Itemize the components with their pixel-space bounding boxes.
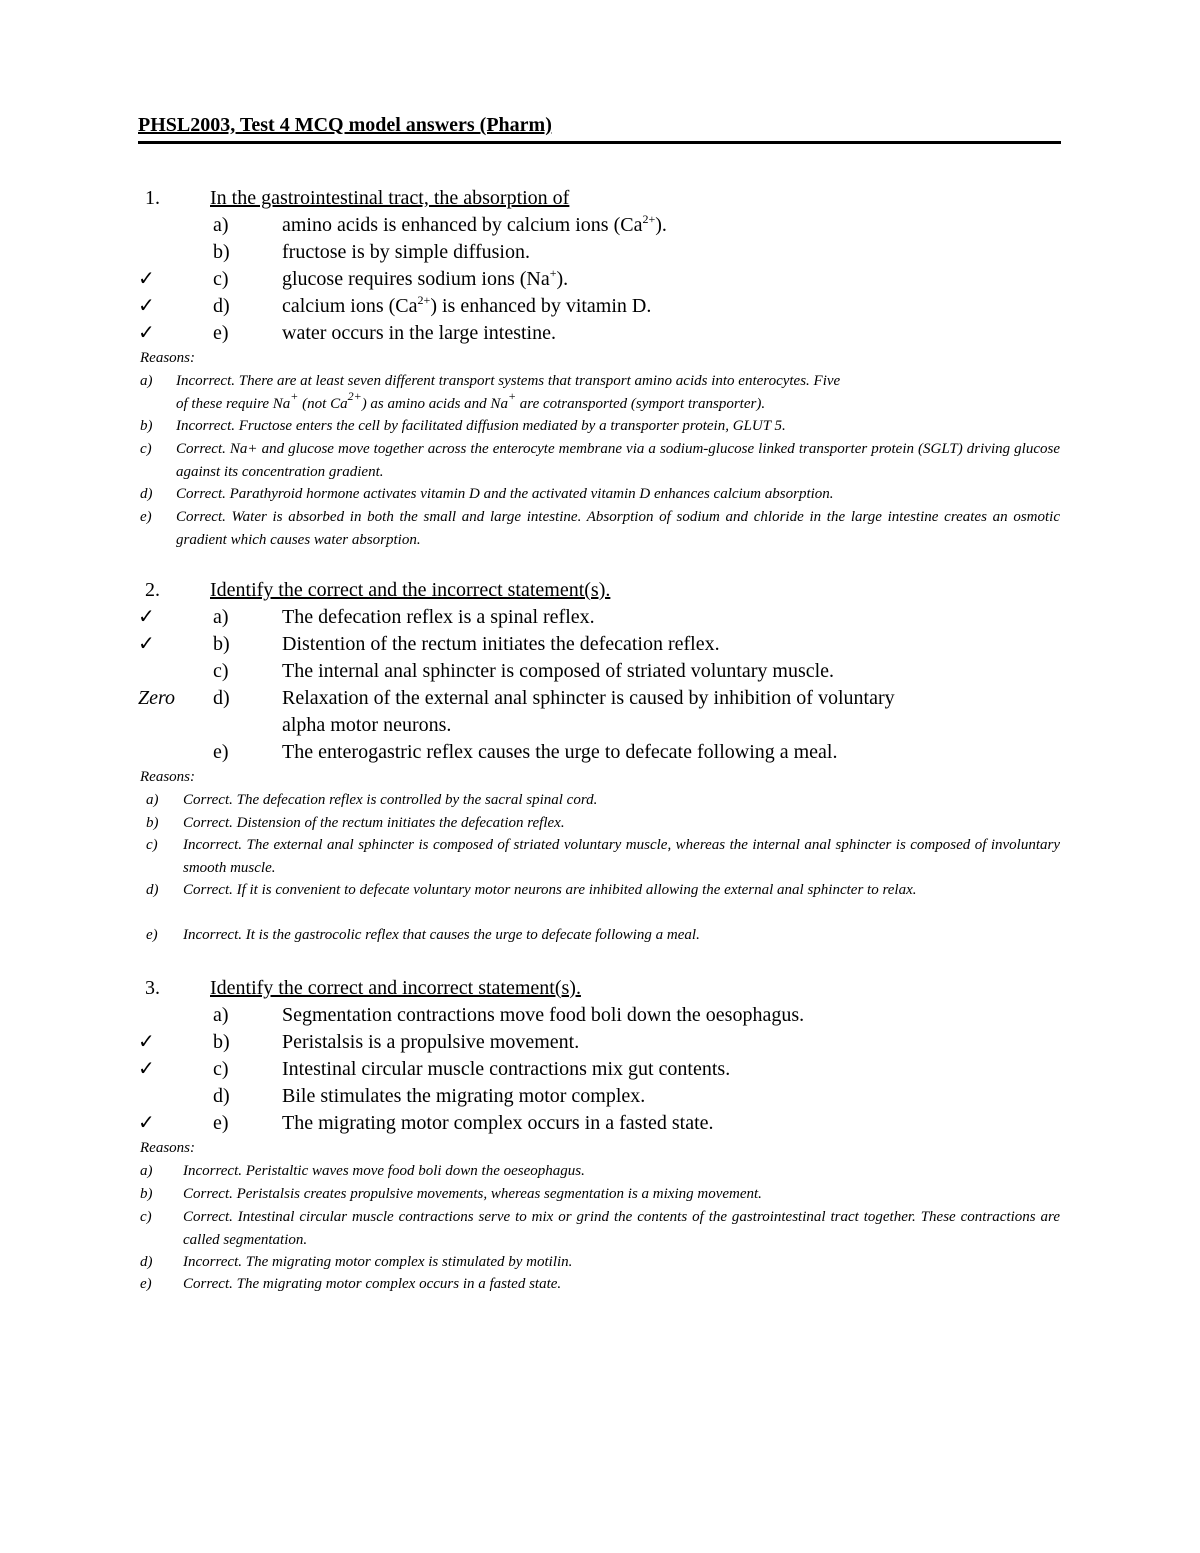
reason-letter: a) <box>140 1163 153 1179</box>
option-text: The internal anal sphincter is composed of striated voluntary muscle. <box>282 660 835 682</box>
option-text: The defecation reflex is a spinal reflex. <box>282 606 595 628</box>
reason-letter: d) <box>146 882 159 898</box>
reason-text: Incorrect. The migrating motor complex is stimulated by motilin. <box>183 1254 573 1270</box>
question-stem: Identify the correct and the incorrect statement(s). <box>210 579 611 601</box>
page-title: PHSL2003, Test 4 MCQ model answers (Pharm) <box>138 114 552 136</box>
check-icon: ✓ <box>138 606 155 628</box>
option-text: Peristalsis is a propulsive movement. <box>282 1031 580 1053</box>
reason-text: Incorrect. The external anal sphincter is composed of striated voluntary muscle, whereas the internal anal sphincter is composed of involuntary smooth muscle. <box>183 837 1060 876</box>
reason-letter: c) <box>140 1209 152 1225</box>
option-text: Bile stimulates the migrating motor complex. <box>282 1085 646 1107</box>
check-icon: ✓ <box>138 1031 155 1053</box>
check-icon: ✓ <box>138 322 155 344</box>
reason-text: Correct. If it is convenient to defecate voluntary motor neurons are inhibited allowing the external anal sphincter to relax. <box>183 882 917 898</box>
option-text: calcium ions $(Ca^{2+})$ is enhanced by vitamin D. <box>282 293 652 317</box>
option-letter: c) <box>213 660 229 682</box>
reason-letter: c) <box>146 837 158 853</box>
reason-letter: d) <box>140 1254 153 1270</box>
reason-letter: a) <box>146 792 159 808</box>
option-letter: c) <box>213 268 229 290</box>
reason-letter: e) <box>140 1276 152 1292</box>
question-number: 1. <box>145 187 160 209</box>
option-letter: e) <box>213 322 229 344</box>
question-stem: Identify the correct and incorrect statement(s). <box>210 977 581 999</box>
reason-letter: e) <box>140 509 152 525</box>
zero-mark: Zero <box>138 687 176 709</box>
reason-letter: d) <box>140 486 153 502</box>
reason-letter: b) <box>140 1186 153 1202</box>
option-letter: e) <box>213 1112 229 1134</box>
option-letter: d) <box>213 295 230 317</box>
option-text: glucose requires sodium ions (Na+). <box>282 266 569 290</box>
option-letter: a) <box>213 606 229 628</box>
check-icon: ✓ <box>138 1112 155 1134</box>
option-text: The enterogastric reflex causes the urge to defecate following a meal. <box>282 741 838 763</box>
option-text: Intestinal circular muscle contractions mix gut contents. <box>282 1058 731 1080</box>
reasons-heading: Reasons: <box>140 769 195 785</box>
option-letter: b) <box>213 1031 230 1053</box>
check-icon: ✓ <box>138 633 155 655</box>
reason-text: Incorrect. It is the gastrocolic reflex that causes the urge to defecate following a meal. <box>183 927 700 943</box>
reason-text: Incorrect. There are at least seven different transport systems that transport amino acids into enterocytes. Five of these require Na+ (not $Ca^{2+}$) as amino acids and Na+ are cotransported (symport transporter). <box>176 373 841 412</box>
question-number: 3. <box>145 977 160 999</box>
reason-text: Correct. The defecation reflex is controlled by the sacral spinal cord. <box>183 792 598 808</box>
option-text: water occurs in the large intestine. <box>282 322 556 344</box>
option-letter: b) <box>213 633 230 655</box>
option-letter: d) <box>213 687 230 709</box>
option-letter: c) <box>213 1058 229 1080</box>
option-text: Relaxation of the external anal sphincter is caused by inhibition of voluntary <box>282 687 895 709</box>
reason-text: Correct. Peristalsis creates propulsive movements, whereas segmentation is a mixing movement. <box>183 1186 762 1202</box>
check-icon: ✓ <box>138 295 155 317</box>
reason-text: Incorrect. Fructose enters the cell by facilitated diffusion mediated by a transporter protein, GLUT 5. <box>176 418 786 434</box>
check-icon: ✓ <box>138 1058 155 1080</box>
reason-letter: e) <box>146 927 158 943</box>
question-stem: In the gastrointestinal tract, the absorption of <box>210 187 570 209</box>
option-text: fructose is by simple diffusion. <box>282 241 530 263</box>
option-text: Distention of the rectum initiates the defecation reflex. <box>282 633 720 655</box>
reason-text: Correct. The migrating motor complex occurs in a fasted state. <box>183 1276 562 1292</box>
reason-text: Correct. Distension of the rectum initiates the defecation reflex. <box>183 815 565 831</box>
reason-text: Correct. Water is absorbed in both the small and large intestine. Absorption of sodium and chloride in the large intestine creates an osmotic gradient which causes water absorption. <box>176 509 1060 548</box>
title-rule <box>138 141 1061 144</box>
option-letter: e) <box>213 741 229 763</box>
reason-item <box>0 370 1062 415</box>
option-letter: a) <box>213 214 229 236</box>
question-number: 2. <box>145 579 160 601</box>
option-text: amino acids is enhanced by calcium ions $(Ca^{2+})$. <box>282 212 667 236</box>
option-text-continued: alpha motor neurons. <box>282 714 452 736</box>
option-text: Segmentation contractions move food boli down the oesophagus. <box>282 1004 805 1026</box>
reasons-heading: Reasons: <box>140 350 195 366</box>
reason-text: Correct. Intestinal circular muscle contractions serve to mix or grind the contents of the gastrointestinal tract together. These contractions are called segmentation. <box>183 1209 1060 1248</box>
option-letter: a) <box>213 1004 229 1026</box>
check-icon: ✓ <box>138 268 155 290</box>
reason-text: Incorrect. Peristaltic waves move food boli down the oeseophagus. <box>183 1163 585 1179</box>
reason-text: Correct. Parathyroid hormone activates vitamin D and the activated vitamin D enhances calcium absorption. <box>176 486 834 502</box>
option-letter: d) <box>213 1085 230 1107</box>
reason-text: Correct. Na+ and glucose move together across the enterocyte membrane via a sodium-glucose linked transporter protein (SGLT) driving glucose against its concentration gradient. <box>176 441 1060 480</box>
reason-letter: a) <box>140 373 153 389</box>
reasons-heading: Reasons: <box>140 1140 195 1156</box>
reason-letter: b) <box>140 418 153 434</box>
reason-letter: c) <box>140 441 152 457</box>
option-letter: b) <box>213 241 230 263</box>
reason-letter: b) <box>146 815 159 831</box>
option-text: The migrating motor complex occurs in a fasted state. <box>282 1112 714 1134</box>
